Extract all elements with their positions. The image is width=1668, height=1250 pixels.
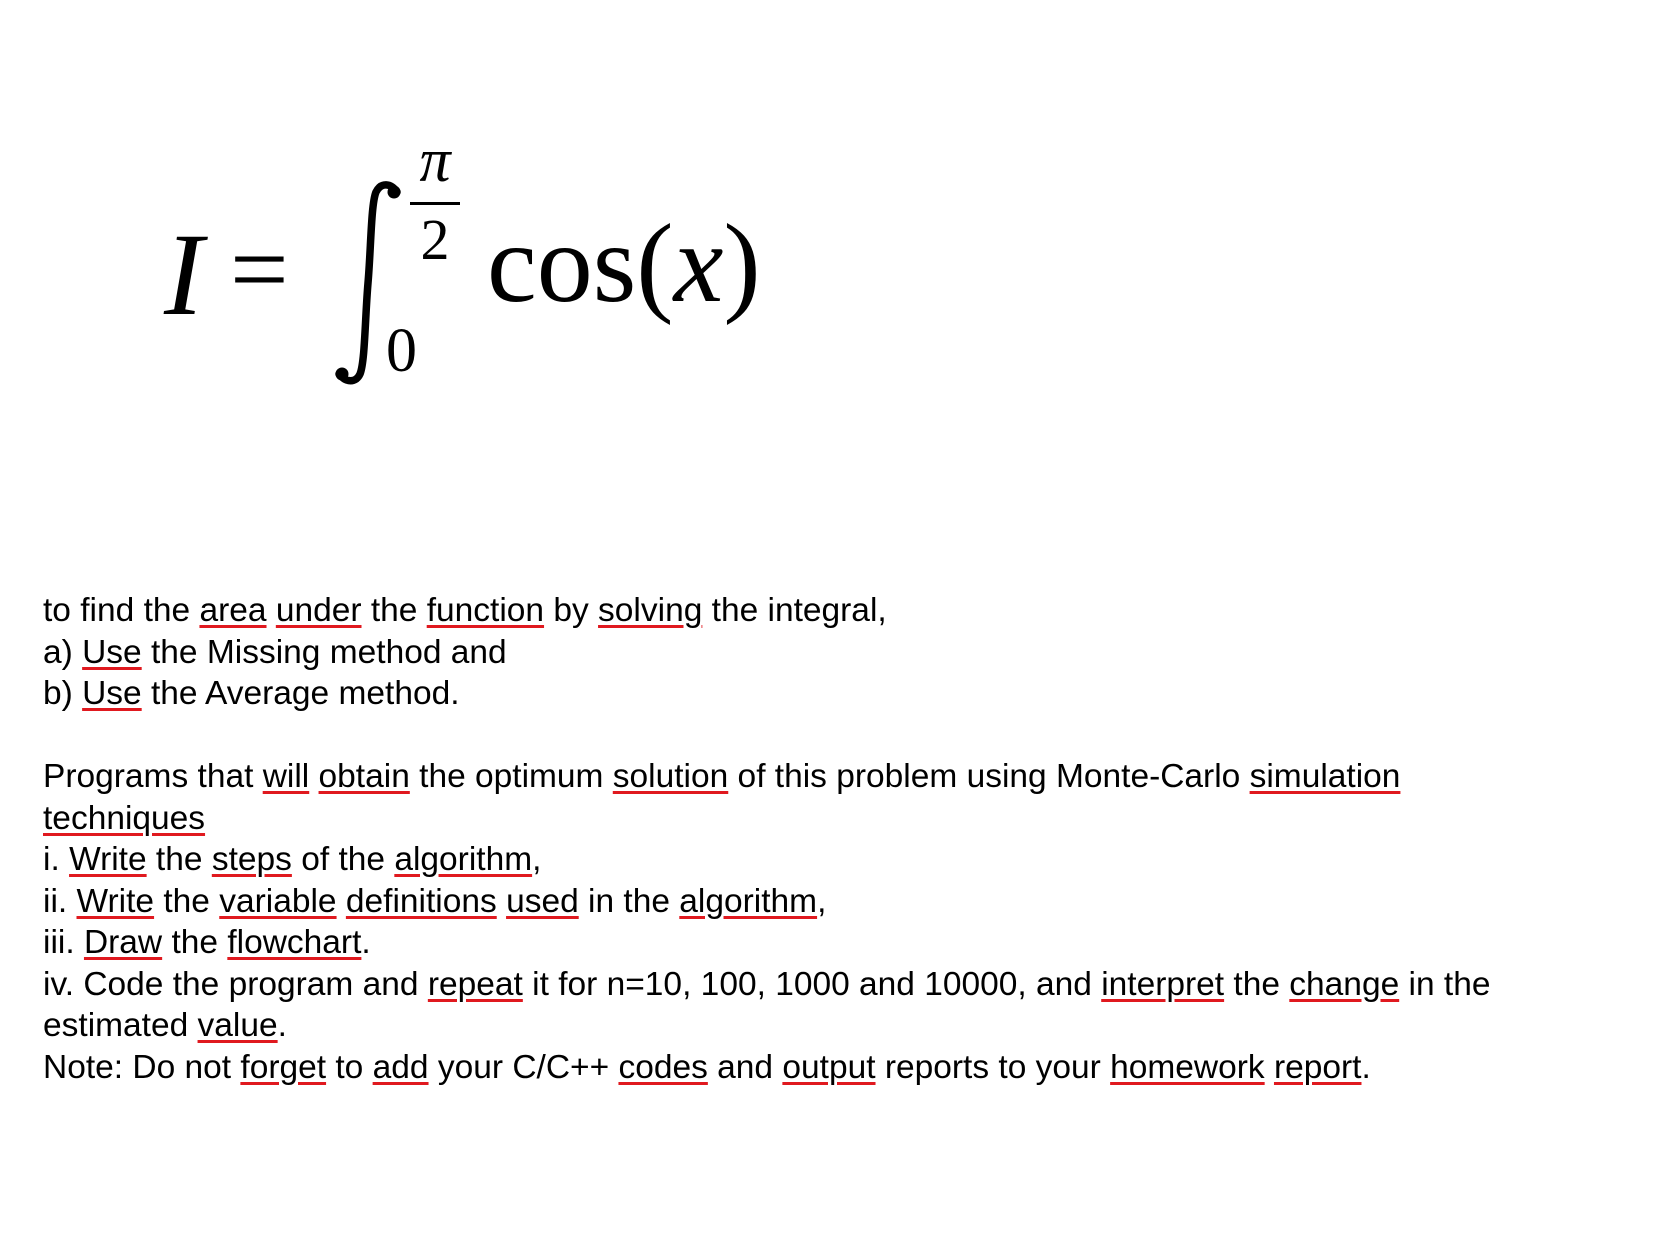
spellcheck-word: report	[1273, 1048, 1362, 1086]
spellcheck-word: value	[197, 1007, 278, 1044]
spellcheck-word: techniques	[43, 799, 206, 837]
spellcheck-word: output	[782, 1048, 876, 1086]
text-segment	[309, 758, 318, 795]
text-segment: the	[1224, 965, 1290, 1003]
spellcheck-word: forget	[240, 1048, 327, 1086]
text-segment: in the	[1399, 965, 1491, 1003]
text-segment: ii.	[43, 882, 77, 920]
text-segment: .	[277, 1007, 287, 1044]
integrand	[487, 202, 761, 326]
spellcheck-word: obtain	[318, 758, 410, 795]
upper-limit-numerator: π	[419, 127, 451, 195]
text-line	[43, 590, 1643, 632]
spellcheck-word: Write	[69, 841, 147, 878]
text-segment	[497, 883, 506, 920]
upper-limit-denominator: 2	[420, 207, 450, 272]
spellcheck-word: Write	[76, 882, 155, 920]
text-segment: ,	[817, 882, 827, 920]
text-segment: Note: Do not	[43, 1048, 241, 1086]
text-segment: .	[1361, 1048, 1371, 1086]
text-segment: to	[326, 1048, 373, 1086]
text-line	[43, 922, 1643, 964]
text-segment: the	[162, 924, 228, 961]
fraction-bar	[410, 202, 460, 205]
text-segment: the	[146, 841, 212, 878]
text-segment: the	[154, 882, 220, 920]
text-segment: b)	[43, 675, 83, 712]
spellcheck-word: homework	[1110, 1048, 1265, 1086]
spellcheck-word: Use	[82, 675, 142, 712]
spellcheck-word: Draw	[83, 924, 163, 961]
integrand-func-name: cos(	[487, 202, 674, 326]
lower-limit: 0	[386, 317, 417, 385]
text-segment: the integral,	[702, 592, 887, 629]
text-segment: of this problem using Monte-Carlo	[728, 758, 1250, 795]
problem-text	[43, 590, 1643, 1088]
integrand-arg: x	[673, 202, 724, 326]
text-segment: .	[361, 924, 371, 961]
spellcheck-word: repeat	[427, 965, 523, 1003]
text-segment	[337, 883, 346, 920]
spellcheck-word: definitions	[345, 882, 497, 920]
text-segment: and	[707, 1048, 783, 1086]
spellcheck-word: used	[506, 882, 579, 920]
spellcheck-word: variable	[219, 882, 337, 920]
upper-limit	[404, 127, 466, 280]
text-segment: the Missing method and	[141, 633, 507, 671]
text-line	[43, 756, 1643, 798]
spellcheck-word: codes	[618, 1048, 708, 1086]
text-segment: in the	[578, 882, 680, 920]
spellcheck-word: algorithm	[679, 882, 818, 920]
spellcheck-word: solution	[612, 758, 729, 795]
text-line	[43, 1005, 1643, 1047]
formula-lhs: I	[164, 209, 204, 340]
text-line	[43, 964, 1643, 1006]
spellcheck-word: add	[372, 1048, 429, 1086]
spellcheck-word: function	[426, 592, 545, 629]
formula-equals: =	[230, 212, 289, 327]
text-segment: estimated	[43, 1007, 198, 1044]
spellcheck-word: area	[199, 592, 267, 629]
text-segment: the optimum	[409, 758, 613, 795]
integrand-close: )	[723, 202, 761, 326]
spellcheck-word: Use	[82, 633, 142, 671]
text-segment	[267, 592, 276, 629]
integral-formula	[164, 127, 804, 400]
text-segment: it for n=10, 100, 1000 and 10000, and	[522, 965, 1102, 1003]
text-line	[43, 839, 1643, 881]
spellcheck-word: will	[262, 758, 310, 795]
spellcheck-word: simulation	[1249, 758, 1401, 795]
spellcheck-word: interpret	[1101, 965, 1225, 1003]
text-segment: ,	[532, 841, 542, 878]
text-segment: your C/C++	[428, 1048, 619, 1086]
text-line	[43, 632, 1643, 674]
text-line	[43, 798, 1643, 840]
text-segment	[1265, 1049, 1274, 1086]
text-segment: by	[544, 592, 599, 629]
text-line	[43, 673, 1643, 715]
text-segment: reports to your	[875, 1048, 1111, 1086]
text-segment: iii.	[43, 924, 84, 961]
text-line	[43, 881, 1643, 923]
text-segment: the Average method.	[141, 675, 460, 712]
text-segment: Programs that	[43, 758, 263, 795]
text-segment: i.	[43, 841, 70, 878]
spellcheck-word: under	[275, 592, 362, 629]
text-segment: a)	[43, 633, 83, 671]
text-segment: iv. Code the program and	[43, 965, 428, 1003]
text-segment: of the	[291, 841, 395, 878]
text-segment: to find the	[43, 592, 200, 629]
paragraph-gap	[43, 715, 1643, 757]
spellcheck-word: flowchart	[227, 924, 362, 961]
text-segment: the	[361, 592, 427, 629]
spellcheck-word: solving	[598, 592, 703, 629]
spellcheck-word: change	[1289, 965, 1400, 1003]
spellcheck-word: algorithm	[394, 841, 533, 878]
spellcheck-word: steps	[211, 841, 292, 878]
text-line	[43, 1047, 1643, 1089]
